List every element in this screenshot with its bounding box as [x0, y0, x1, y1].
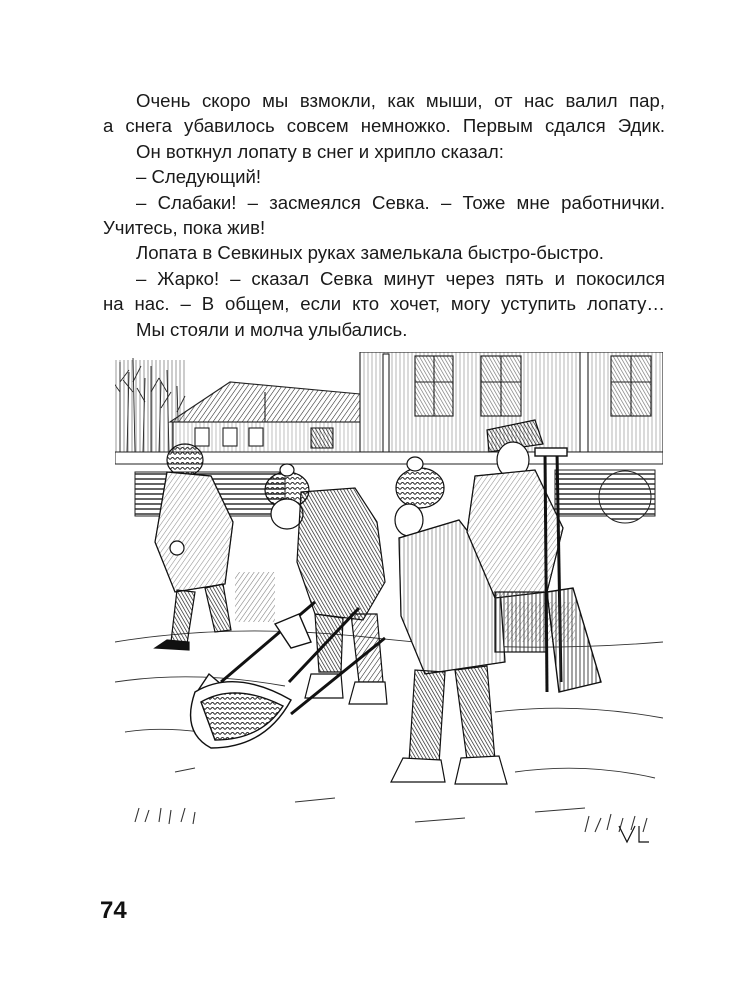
text-line: а снега убавилось совсем немножко. Первым сдался Эдик.	[103, 115, 665, 137]
text-line: – Слабаки! – засмеялся Севка. – Тоже мне работнички.	[136, 191, 665, 213]
text-line: Мы стояли и молча улыбались.	[136, 318, 408, 340]
text-line: Он воткнул лопату в снег и хрипло сказал:	[136, 140, 504, 162]
illustration-children-shoveling-snow	[115, 352, 663, 864]
text-line: – Жарко! – сказал Севка минут через пять и покосился	[136, 267, 665, 289]
text-line: Учитесь, пока жив!	[103, 216, 266, 238]
text-line: на нас. – В общем, если кто хочет, могу уступить лопату…	[103, 293, 665, 315]
page-number: 74	[100, 897, 127, 924]
child-bending-left	[265, 464, 387, 704]
house-distant	[170, 382, 365, 454]
text-line: – Следующий!	[136, 166, 262, 188]
text-line: Очень скоро мы взмокли, как мыши, от нас валил пар,	[136, 90, 665, 111]
story-text	[103, 88, 665, 342]
text-line: Лопата в Севкиных руках замелькала быстро-быстро.	[136, 242, 604, 264]
